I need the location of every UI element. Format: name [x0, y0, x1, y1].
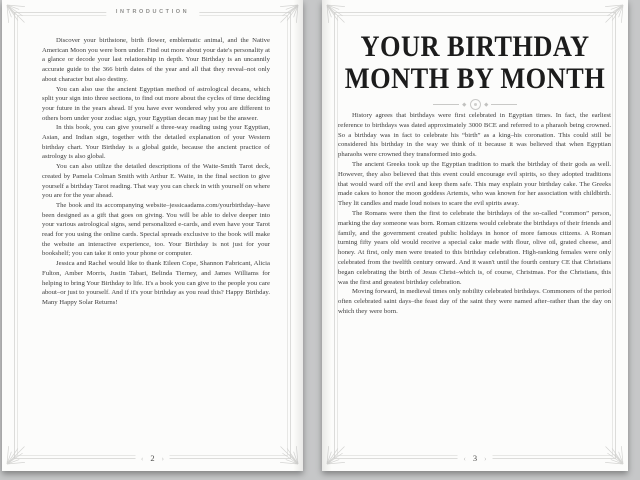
page-number: ‹ 3 ›	[458, 450, 493, 466]
left-page	[2, 0, 303, 471]
chapter-title	[340, 31, 609, 94]
corner-flourish-icon	[324, 2, 352, 30]
page-number: ‹ 2 ›	[135, 450, 170, 466]
chapter-title-line-1: YOUR BIRTHDAY	[360, 30, 590, 63]
body-paragraph: You can also utilize the detailed descriptions of the Waite-Smith Tarot deck, created by Pamela Colman Smith with Arthur E. Waite, in the final section to give yourself a birthday Tarot reading. That way you can check in with yourself on where you are for the year ahead.	[42, 163, 270, 200]
corner-flourish-icon	[273, 2, 301, 30]
corner-flourish-icon	[4, 439, 32, 467]
body-paragraph: Moving forward, in medieval times only nobility celebrated birthdays. Commoners of the period often celebrated saint days–the feast day of the saint they were named after–rather than the day on which they were born.	[338, 288, 611, 315]
body-paragraph: History agrees that birthdays were first celebrated in Egyptian times. In fact, the earliest reference to birthdays was dated approximately 3000 BCE and referred to a pharaoh being crowned. So a birthday was in fact to celebrate his “birth” as a king–his coronation. This could still be considered his birthday in the way we think of it because it was believed that when Egyptian pharaohs were crowned they transformed into gods.	[338, 112, 611, 159]
body-paragraph: Discover your birthstone, birth flower, emblematic animal, and the Native American Moon you were born under. Find out more about your date's personality at a glance or decode your last relationship in depth. Your Birthday is an uncannily accurate guide to the 366 birth dates of the year and all that they reveal–not only about character but also destiny.	[42, 37, 270, 83]
body-paragraph: In this book, you can give yourself a three-way reading using your Egyptian, Asian, and Indian sign, together with the detailed explanation of your Western birthday chart. Your Birthday is a global guide, because the ancient practice of astrology is also global.	[42, 124, 270, 161]
corner-flourish-icon	[598, 2, 626, 30]
section-header: INTRODUCTION	[106, 6, 199, 18]
body-paragraph: You can also use the ancient Egyptian method of astrological decans, which split your sign into three sections, to find out more about the cycles of time deciding your future in the years ahead. If you have ever wondered why you are different to others born under your zodiac sign, your Egyptian decan may just be the answer.	[42, 85, 270, 122]
corner-flourish-icon	[598, 439, 626, 467]
corner-flourish-icon	[273, 439, 301, 467]
body-paragraph: The ancient Greeks took up the Egyptian tradition to mark the birthday of their gods as well. However, they also believed that this event could encourage evil spirits, so they adopted traditions that would ward off the evil and keep them safe. This may explain your birthday cake. The Greeks made cakes to honor the moon goddess Artemis, who was known for her association with childbirth. They lit candles and made loud noises to scare the evil spirits away.	[338, 160, 611, 208]
body-paragraph: The book and its accompanying website–jessicaadams.com/yourbirthday–have been designed as a gift that goes on giving. You will be able to delve deeper into your various astrological signs, send personalized e-cards, and even have your Tarot read for you using the online cards. Special spreads exclusive to the book will make the website an interactive experience, too. Your Birthday is not just for your bookshelf; you can take it onto your phone or computer.	[42, 201, 270, 258]
corner-flourish-icon	[324, 439, 352, 467]
divider-ornament	[322, 99, 628, 110]
right-page	[322, 0, 628, 471]
body-paragraph: Jessica and Rachel would like to thank Eileen Cope, Shannon Fabricant, Alicia Fulton, Amber Morris, Justin Tabari, Belinda Tierney, and James Williams for helping to bring Your Birthday to life. It's a book you can give to the people you care about–or just to yourself. And if it's your birthday as you read this? Happy Birthday. Many Happy Solar Returns!	[42, 260, 270, 306]
left-page-text-column	[42, 36, 270, 308]
body-paragraph: The Romans were then the first to celebrate the birthdays of the so-called “common” person, marking the day someone was born. Roman citizens would celebrate the birthdays of their friends and family, and the government created public holidays in honor of more famous citizens. A Roman turning fifty years old would receive a special cake made with flour, olive oil, grated cheese, and honey. At first, only men were treated to this birthday celebration. High-ranking females were only celebrated from the twelfth century onward. And it wasn't until the fourth century CE that Christians began celebrating the birth of Jesus Christ–which is, of course, Christmas. For the Christians, this was the first and greatest birthday celebration.	[338, 209, 611, 286]
corner-flourish-icon	[4, 2, 32, 30]
right-page-text-column	[338, 111, 611, 317]
chapter-title-line-2: MONTH BY MONTH	[344, 61, 606, 95]
